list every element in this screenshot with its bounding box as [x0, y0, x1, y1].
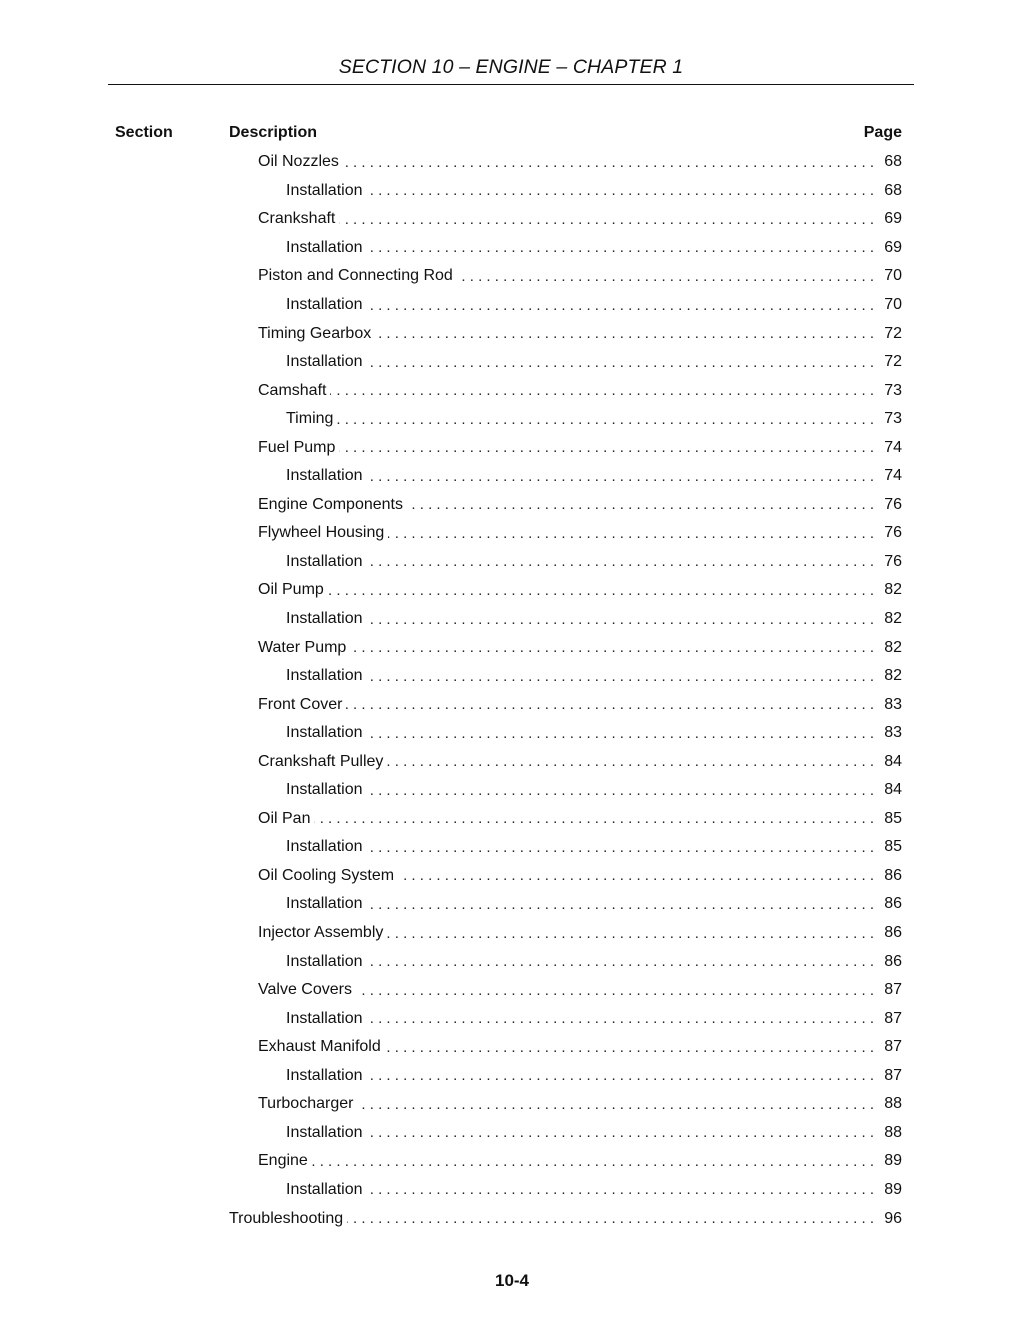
toc-entry-page: 87	[884, 1066, 902, 1084]
toc-entry-label-wrap	[258, 747, 874, 776]
toc-entry-label: Camshaft	[258, 381, 327, 399]
toc-entry-page: 85	[884, 809, 902, 827]
toc-entry[interactable]	[0, 1033, 1024, 1062]
toc-entry-page: 88	[884, 1123, 902, 1141]
dot-leader	[343, 154, 874, 171]
toc-entry[interactable]	[0, 1090, 1024, 1119]
toc-entry[interactable]	[0, 519, 1024, 548]
toc-entry-label-wrap	[258, 1147, 874, 1176]
dot-leader	[328, 582, 874, 599]
toc-entry-page: 73	[884, 381, 902, 399]
toc-entry-page: 74	[884, 438, 902, 456]
toc-entry[interactable]	[0, 662, 1024, 691]
toc-entry[interactable]	[0, 805, 1024, 834]
dot-leader	[339, 439, 874, 456]
dot-leader	[387, 753, 874, 770]
toc-entry[interactable]	[0, 947, 1024, 976]
toc-entry[interactable]	[0, 262, 1024, 291]
toc-entry[interactable]	[0, 576, 1024, 605]
toc-entry-label-wrap	[258, 519, 874, 548]
toc-entry-label: Turbocharger	[258, 1095, 354, 1113]
toc-entry-page: 87	[884, 1038, 902, 1056]
toc-entry-label-wrap	[258, 805, 874, 834]
toc-entry-label: Piston and Connecting Rod	[258, 267, 453, 285]
column-heading-section: Section	[115, 124, 173, 141]
toc-entry-page: 96	[884, 1209, 902, 1227]
dot-leader	[346, 696, 874, 713]
toc-entry-label: Valve Covers	[258, 981, 352, 999]
toc-entry-page: 72	[884, 324, 902, 342]
dot-leader	[367, 468, 875, 485]
page-header-title: SECTION 10 – ENGINE – CHAPTER 1	[338, 56, 684, 78]
toc-entry-label: Engine	[258, 1152, 308, 1170]
dot-leader	[385, 1039, 874, 1056]
toc-entry[interactable]	[0, 1204, 1024, 1233]
toc-entry-label-wrap	[258, 205, 874, 234]
toc-entry-label-wrap	[286, 1004, 874, 1033]
toc-entry-label-wrap	[286, 1119, 874, 1148]
toc-entry[interactable]	[0, 291, 1024, 320]
dot-leader	[337, 411, 874, 428]
toc-entry-page: 68	[884, 153, 902, 171]
header-rule	[108, 84, 914, 85]
toc-entry-label-wrap	[229, 1204, 874, 1233]
toc-entry[interactable]	[0, 919, 1024, 948]
column-heading-description: Description	[229, 124, 318, 141]
toc-entry-label-wrap	[286, 776, 874, 805]
toc-entry-label: Installation	[286, 181, 363, 199]
toc-entry-label: Timing	[286, 410, 334, 428]
dot-leader	[367, 896, 875, 913]
toc-entry-label-wrap	[286, 719, 874, 748]
dot-leader	[367, 839, 875, 856]
dot-leader	[367, 239, 875, 256]
toc-entry[interactable]	[0, 862, 1024, 891]
toc-entry[interactable]	[0, 747, 1024, 776]
page-number: 10-4	[494, 1271, 530, 1290]
toc-entry-label: Engine Components	[258, 495, 403, 513]
toc-entry-label-wrap	[258, 1090, 874, 1119]
toc-entry-label-wrap	[286, 662, 874, 691]
toc-entry[interactable]	[0, 719, 1024, 748]
toc-entry-label-wrap	[286, 462, 874, 491]
dot-leader	[367, 725, 875, 742]
toc-entry[interactable]	[0, 1004, 1024, 1033]
toc-entry[interactable]	[0, 205, 1024, 234]
toc-entry-label: Installation	[286, 724, 363, 742]
dot-leader	[347, 1210, 874, 1227]
toc-entry[interactable]	[0, 177, 1024, 206]
toc-entry-label: Installation	[286, 238, 363, 256]
dot-leader	[367, 297, 875, 314]
dot-leader	[367, 953, 875, 970]
toc-entry-page: 89	[884, 1180, 902, 1198]
toc-entry-label-wrap	[286, 291, 874, 320]
dot-leader	[367, 1010, 875, 1027]
toc-entry-label: Water Pump	[258, 638, 347, 656]
toc-entry-label-wrap	[286, 1062, 874, 1091]
toc-entry-page: 84	[884, 752, 902, 770]
toc-entry[interactable]	[0, 348, 1024, 377]
dot-leader	[330, 382, 874, 399]
toc-entry-label-wrap	[286, 177, 874, 206]
toc-entry-label: Installation	[286, 296, 363, 313]
toc-entry[interactable]	[0, 491, 1024, 520]
toc-entry-page: 69	[884, 210, 902, 228]
toc-entry[interactable]	[0, 405, 1024, 434]
toc-entry-label-wrap	[258, 376, 874, 405]
toc-entry[interactable]	[0, 376, 1024, 405]
toc-entry-label-wrap	[286, 348, 874, 377]
toc-entry-page: 70	[884, 267, 902, 285]
toc-entry[interactable]	[0, 1119, 1024, 1148]
dot-leader	[367, 611, 875, 628]
dot-leader	[357, 1096, 874, 1113]
toc-entry-label-wrap	[286, 405, 874, 434]
toc-entry[interactable]	[0, 1147, 1024, 1176]
dot-leader	[367, 1124, 875, 1141]
dot-leader	[375, 325, 874, 342]
toc-entry-label: Installation	[286, 667, 363, 685]
toc-entry-page: 76	[884, 552, 902, 570]
toc-entry-page: 74	[884, 467, 902, 485]
dot-leader	[367, 782, 875, 799]
toc-entry-label: Installation	[286, 838, 363, 856]
toc-entry-label: Installation	[286, 467, 363, 485]
toc-entry[interactable]	[0, 776, 1024, 805]
toc-entry-label-wrap	[258, 262, 874, 291]
toc-entry-label-wrap	[286, 947, 874, 976]
toc-entry[interactable]	[0, 633, 1024, 662]
toc-entry-page: 87	[884, 1009, 902, 1027]
toc-entry-page: 82	[884, 581, 902, 599]
toc-entry-label: Crankshaft Pulley	[258, 752, 384, 770]
toc-entry[interactable]	[0, 833, 1024, 862]
toc-entry-label-wrap	[286, 890, 874, 919]
toc-entry-label-wrap	[258, 633, 874, 662]
toc-entry-page: 69	[884, 238, 902, 256]
toc-entry-label: Installation	[286, 1009, 363, 1027]
toc-entry-page: 84	[884, 781, 902, 799]
toc-entry-page: 73	[884, 410, 902, 428]
toc-entry-page: 87	[884, 981, 902, 999]
toc-entry-page: 83	[884, 695, 902, 713]
toc-entry-page: 86	[884, 895, 902, 913]
toc-entry-label-wrap	[258, 919, 874, 948]
toc-entry-label: Oil Cooling System	[258, 866, 395, 884]
toc-entry-label-wrap	[258, 976, 874, 1005]
toc-entry-label: Troubleshooting	[229, 1209, 344, 1227]
toc-entry[interactable]	[0, 548, 1024, 577]
toc-entry-label-wrap	[258, 576, 874, 605]
dot-leader	[367, 1181, 875, 1198]
toc-entry-label: Installation	[286, 552, 363, 570]
toc-entry[interactable]	[0, 690, 1024, 719]
toc-entry-label-wrap	[258, 319, 874, 348]
toc-entry-label-wrap	[258, 148, 874, 177]
dot-leader	[367, 354, 875, 371]
toc-entry-label: Oil Pump	[258, 581, 324, 599]
toc-entry[interactable]	[0, 1062, 1024, 1091]
dot-leader	[367, 182, 875, 199]
toc-entry-label: Installation	[286, 1123, 363, 1141]
toc-entry-label: Timing Gearbox	[258, 324, 372, 342]
toc-entry-label: Installation	[286, 1180, 363, 1198]
toc-entry[interactable]	[0, 433, 1024, 462]
dot-leader	[312, 1153, 874, 1170]
dot-leader	[350, 639, 874, 656]
toc-entry-label: Installation	[286, 952, 363, 970]
toc-entry[interactable]	[0, 148, 1024, 177]
toc-entry-label: Fuel Pump	[258, 438, 336, 456]
dot-leader	[387, 925, 874, 942]
toc-entry-label: Installation	[286, 781, 363, 799]
toc-entry-page: 88	[884, 1095, 902, 1113]
toc-entry-page: 72	[884, 353, 902, 371]
toc-entry-label-wrap	[286, 234, 874, 263]
toc-entry-label: Oil Nozzles	[258, 153, 339, 171]
toc-entry-page: 82	[884, 638, 902, 656]
dot-leader	[356, 982, 874, 999]
toc-entry-label: Installation	[286, 353, 363, 371]
toc-entry-page: 82	[884, 610, 902, 628]
toc-entry-label-wrap	[258, 1033, 874, 1062]
toc-entry-label: Oil Pan	[258, 809, 311, 827]
toc-entry[interactable]	[0, 234, 1024, 263]
toc-entry-page: 82	[884, 667, 902, 685]
toc-entry-label-wrap	[258, 491, 874, 520]
toc-entry-page: 76	[884, 524, 902, 542]
dot-leader	[367, 553, 875, 570]
toc-entry[interactable]	[0, 462, 1024, 491]
dot-leader	[457, 268, 874, 285]
toc-entry-page: 85	[884, 838, 902, 856]
toc-entry[interactable]	[0, 976, 1024, 1005]
toc-entry-label-wrap	[286, 1176, 874, 1205]
toc-entry[interactable]	[0, 1176, 1024, 1205]
toc-entry-label-wrap	[258, 862, 874, 891]
toc-entry[interactable]	[0, 319, 1024, 348]
toc-entry-label-wrap	[258, 690, 874, 719]
table-of-contents	[0, 148, 1024, 1233]
toc-entry[interactable]	[0, 890, 1024, 919]
dot-leader	[339, 211, 874, 228]
toc-entry-label: Installation	[286, 1066, 363, 1084]
toc-entry-page: 70	[884, 296, 902, 313]
toc-entry-label-wrap	[286, 833, 874, 862]
toc-entry-label: Crankshaft	[258, 210, 336, 228]
toc-entry-label: Front Cover	[258, 695, 343, 713]
toc-entry-page: 76	[884, 495, 902, 513]
toc-entry-label: Injector Assembly	[258, 924, 384, 942]
toc-entry-page: 86	[884, 866, 902, 884]
dot-leader	[367, 668, 875, 685]
toc-entry-label: Exhaust Manifold	[258, 1038, 381, 1056]
toc-entry-label-wrap	[286, 548, 874, 577]
toc-entry-label-wrap	[286, 605, 874, 634]
toc-entry-label-wrap	[258, 433, 874, 462]
toc-entry[interactable]	[0, 605, 1024, 634]
dot-leader	[407, 496, 874, 513]
toc-entry-label: Installation	[286, 895, 363, 913]
toc-entry-page: 86	[884, 924, 902, 942]
toc-entry-page: 89	[884, 1152, 902, 1170]
toc-entry-page: 83	[884, 724, 902, 742]
toc-entry-label: Installation	[286, 610, 363, 628]
column-heading-page: Page	[863, 124, 902, 141]
toc-entry-page: 86	[884, 952, 902, 970]
toc-entry-page: 68	[884, 181, 902, 199]
dot-leader	[314, 810, 874, 827]
dot-leader	[367, 1067, 875, 1084]
dot-leader	[398, 867, 874, 884]
toc-entry-label: Flywheel Housing	[258, 524, 385, 542]
dot-leader	[388, 525, 874, 542]
